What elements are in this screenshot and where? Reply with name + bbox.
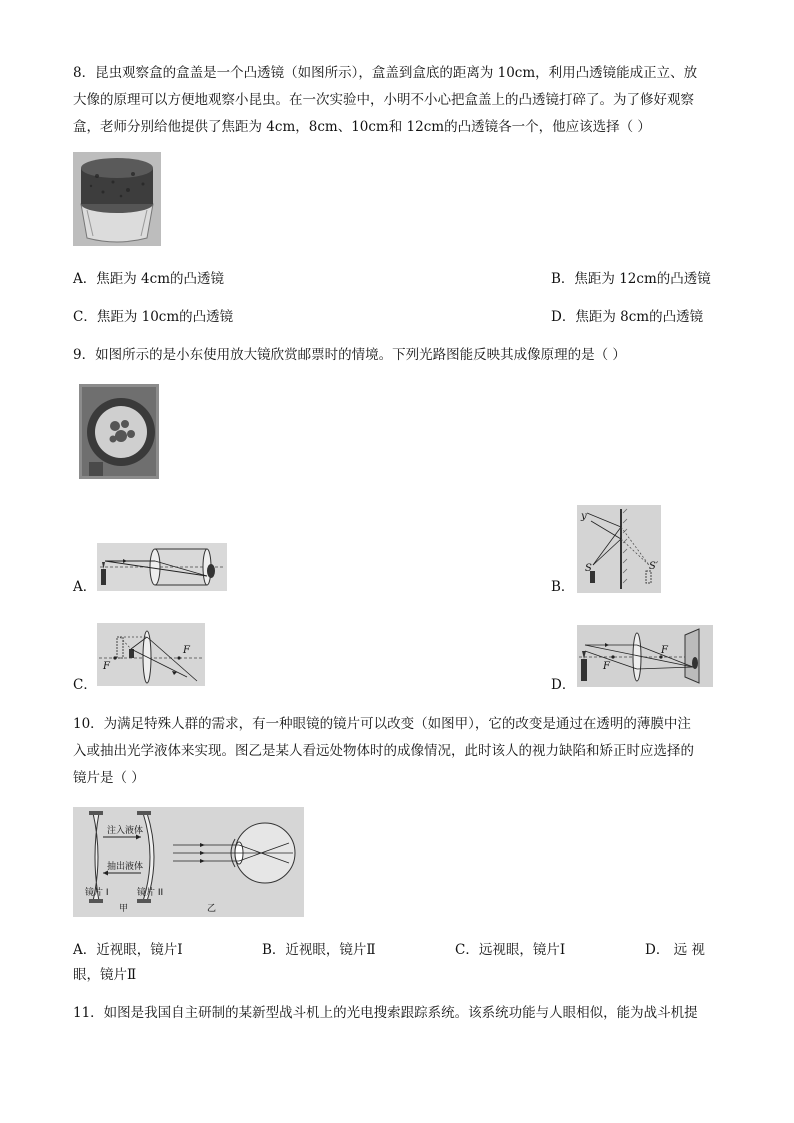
q9-b-label-s: S [585, 563, 592, 574]
q10-line-2: 入或抽出光学液体来实现。图乙是某人看远处物体时的成像情况，此时该人的视力缺陷和矫正时应选择的 [73, 743, 694, 759]
q9-diagram-d-projector[interactable] [577, 625, 713, 687]
q8-line-3: 盒，老师分别给他提供了焦距为 4cm，8cm、10cm和 12cm的凸透镜各一个，他应该选择（ ） [73, 119, 651, 135]
q10-label-lens1: 镜片 I [85, 888, 109, 898]
q9-option-d[interactable]: D． [551, 677, 576, 693]
q11-line-1: 11．如图是我国自主研制的某新型战斗机上的光电搜索跟踪系统。该系统功能与人眼相似，能为战斗机提 [73, 1005, 698, 1021]
q8-line-2: 大像的原理可以方便地观察小昆虫。在一次实验中，小明不小心把盒盖上的凸透镜打碎了。为了修好观察 [73, 92, 694, 108]
q10-line-1: 10．为满足特殊人群的需求，有一种眼镜的镜片可以改变（如图甲），它的改变是通过在透明的薄膜中注 [73, 716, 691, 732]
q9-option-c[interactable]: C． [73, 677, 97, 693]
q10-label-inject: 注入液体 [107, 826, 144, 836]
q10-option-d-part1[interactable]: D． 远 视 [645, 942, 705, 958]
q9-option-a[interactable]: A． [73, 579, 97, 595]
q8-option-c[interactable]: C．焦距为 10cm的凸透镜 [73, 309, 234, 325]
q9-diagram-b-mirror[interactable] [577, 505, 661, 593]
q10-label-jia: 甲 [119, 904, 129, 914]
q10-option-d-part2[interactable]: 眼，镜片Ⅱ [73, 967, 137, 983]
q10-label-extract: 抽出液体 [107, 862, 144, 872]
q10-lens-eye-diagram [73, 807, 304, 917]
q9-option-b[interactable]: B． [551, 579, 575, 595]
q9-d-label-f-right: F [661, 645, 668, 656]
q8-option-d[interactable]: D．焦距为 8cm的凸透镜 [551, 309, 704, 325]
q9-d-label-f-left: F [603, 661, 610, 672]
q10-option-a[interactable]: A．近视眼，镜片Ⅰ [73, 942, 183, 958]
q8-option-b[interactable]: B．焦距为 12cm的凸透镜 [551, 271, 711, 287]
q10-option-b[interactable]: B．近视眼，镜片Ⅱ [262, 942, 376, 958]
q10-label-yi: 乙 [207, 904, 217, 914]
q9-question: 9．如图所示的是小东使用放大镜欣赏邮票时的情境。下列光路图能反映其成像原理的是（ ） [73, 347, 626, 363]
q10-label-lens2: 镜片 II [137, 888, 164, 898]
stamp-magnifier-photo [79, 384, 159, 479]
insect-box-photo [73, 152, 161, 246]
q9-b-label-s-prime: S′ [649, 561, 659, 572]
q10-line-3: 镜片是（ ） [73, 770, 145, 786]
q9-diagram-a-camera[interactable] [97, 543, 227, 591]
q8-line-1: 8．昆虫观察盒的盒盖是一个凸透镜（如图所示），盒盖到盒底的距离为 10cm，利用凸透镜能成正立、放 [73, 65, 698, 81]
q9-c-label-f-left: F [103, 661, 110, 672]
q9-diagram-c-magnifier[interactable] [97, 623, 205, 686]
q9-b-label-y: y [581, 511, 587, 522]
q10-option-c[interactable]: C．远视眼，镜片Ⅰ [455, 942, 566, 958]
q8-option-a[interactable]: A．焦距为 4cm的凸透镜 [73, 271, 224, 287]
q9-c-label-f-right: F [183, 645, 190, 656]
